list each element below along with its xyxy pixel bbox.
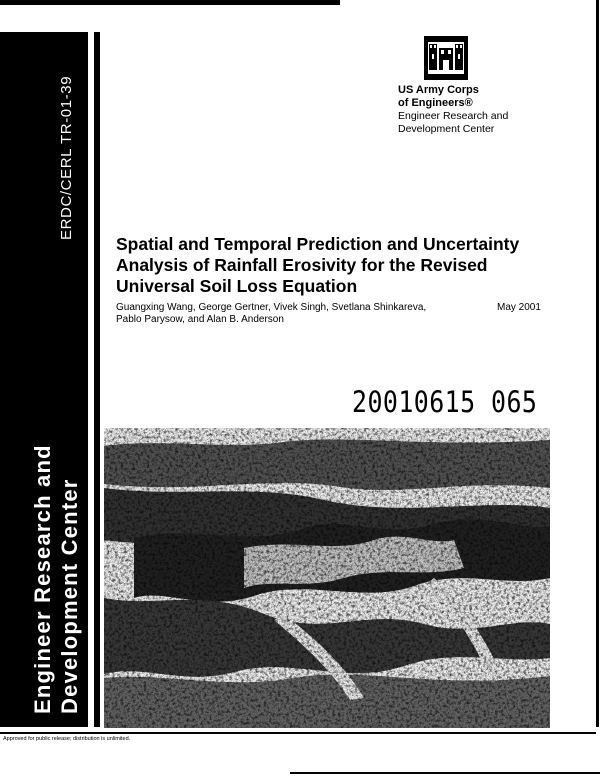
sidebar-stripe — [94, 32, 100, 727]
sidebar-title-line1: Engineer Research and — [30, 444, 55, 714]
report-number: ERDC/CERL TR-01-39 — [58, 75, 75, 240]
accession-number: 20010615 065 — [352, 385, 538, 419]
sidebar-title-line2: Development Center — [57, 478, 82, 714]
authors: Guangxing Wang, George Gertner, Vivek Singh, Svetlana Shinkareva, Pablo Parysow, and Alan B. Anderson — [116, 302, 427, 325]
cover-photo-eroded-landscape — [104, 428, 550, 728]
right-border-rule — [596, 0, 599, 727]
top-rule — [0, 0, 340, 5]
report-title: Spatial and Temporal Prediction and Uncertainty Analysis of Rainfall Erosivity for the Revised Universal Soil Loss Equation — [116, 234, 520, 296]
organization-name-line2: of Engineers® — [398, 97, 473, 109]
organization-subname — [398, 110, 508, 136]
landscape-photo — [104, 428, 550, 728]
bottom-rule — [0, 732, 596, 734]
castle-icon — [424, 36, 468, 80]
usace-castle-logo — [424, 36, 468, 80]
footer-rule — [290, 772, 600, 774]
release-statement: Approved for public release; distribution is unlimited. — [3, 736, 131, 742]
organization-name-line1: US Army Corps — [398, 84, 479, 96]
organization-subname-line1: Engineer Research and — [398, 110, 509, 122]
publication-date: May 2001 — [497, 302, 541, 313]
organization-subname-line2: Development Center — [398, 123, 495, 135]
organization-name — [398, 84, 479, 110]
